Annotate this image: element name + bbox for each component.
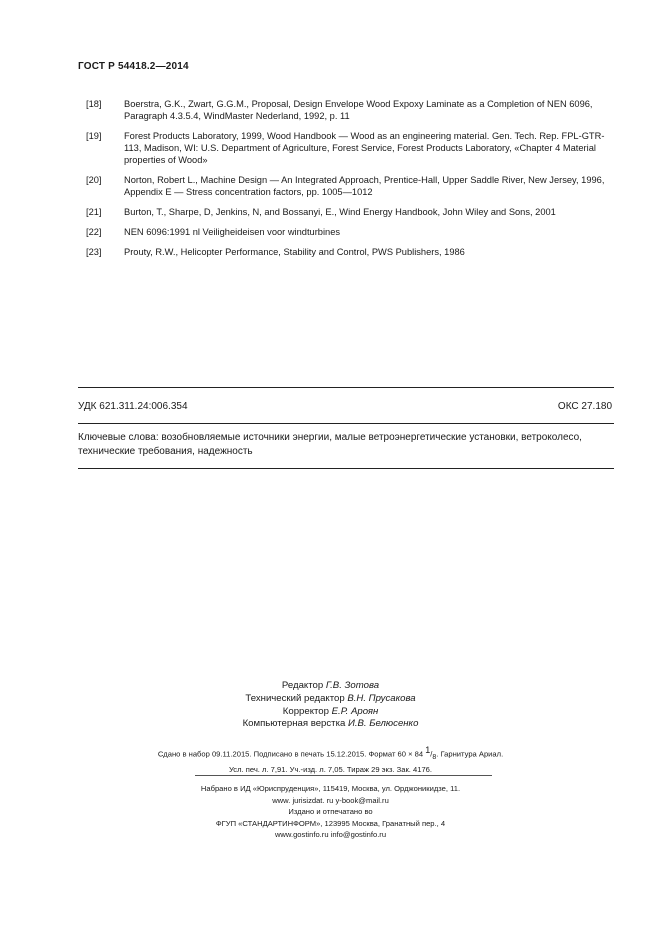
reference-item <box>86 206 610 218</box>
credit-line <box>0 706 661 719</box>
format-numerator: 1 <box>425 745 431 755</box>
credit-line <box>0 680 661 693</box>
document-header: ГОСТ Р 54418.2—2014 <box>78 61 189 72</box>
reference-text: Prouty, R.W., Helicopter Performance, Stability and Control, PWS Publishers, 1986 <box>124 246 465 257</box>
print-imprint <box>0 744 661 777</box>
publisher-contacts: www.gostinfo.ru info@gostinfo.ru <box>274 830 387 840</box>
reference-item <box>86 130 610 167</box>
middle-divider <box>78 423 614 424</box>
reference-number: [19] <box>86 131 102 141</box>
publisher-block <box>0 783 661 841</box>
imprint-dates-format: Сдано в набор 09.11.2015. Подписано в печать 15.12.2015. Формат 60 × 84 <box>157 749 424 759</box>
publisher-contacts: www. jurisizdat. ru y-book@mail.ru <box>272 795 389 805</box>
reference-item <box>86 174 610 198</box>
reference-text: NEN 6096:1991 nl Veiligheideisen voor windturbines <box>124 227 341 237</box>
credit-line <box>0 718 661 731</box>
credit-name: Г.В. Зотова <box>325 680 380 691</box>
reference-text: Norton, Robert L., Machine Design — An Integrated Approach, Prentice-Hall, Upper Saddle River, New Jersey, 1996, Appendix E — Stress concentration factors, pp. 1005—1012 <box>124 175 605 198</box>
bottom-divider <box>78 468 614 469</box>
top-divider <box>78 387 614 388</box>
credit-role: Технический редактор <box>245 692 345 704</box>
credit-line <box>0 693 661 706</box>
credit-name: И.В. Белюсенко <box>348 718 419 730</box>
reference-number: [20] <box>86 175 102 186</box>
publisher-line: ФГУП «СТАНДАРТИНФОРМ», 123995 Москва, Гранатный пер., 4 <box>215 818 446 828</box>
format-denominator: 8 <box>432 754 437 762</box>
reference-number: [22] <box>86 227 102 237</box>
reference-item <box>86 226 610 238</box>
credit-name: В.Н. Прусакова <box>347 692 416 704</box>
imprint-line-1: Сдано в набор 09.11.2015. Подписано в печать 15.12.2015. Формат 60 × 84 $^1/_8$. Гарнитура Ариал. <box>157 745 504 762</box>
reference-number: [18] <box>86 99 102 109</box>
udk-code: УДК 621.311.24:006.354 <box>78 401 188 412</box>
credit-role: Редактор <box>281 680 324 691</box>
publisher-line: Набрано в ИД «Юриспруденция», 115419, Москва, ул. Орджоникидзе, 11. <box>200 784 461 793</box>
publisher-line: Издано и отпечатано во <box>288 807 373 817</box>
reference-text: Boerstra, G.K., Zwart, G.G.M., Proposal, Design Envelope Wood Expoxy Laminate as a Completion of NEN 6096, Paragraph 4.3.5.4, WindMaster Nederland, 1992, p. 11 <box>124 99 593 122</box>
reference-text: Forest Products Laboratory, 1999, Wood Handbook — Wood as an engineering material. Gen. Tech. Rep. FPL-GTR-113, Madison, WI: U.S. Department of Agriculture, Forest Service, Forest Products Laboratory, «Chapter 4 Material properties of Wood» <box>124 131 605 166</box>
reference-item <box>86 98 610 122</box>
reference-number: [23] <box>86 246 102 257</box>
reference-item <box>86 246 610 258</box>
reference-text: Burton, T., Sharpe, D, Jenkins, N, and Bossanyi, E., Wind Energy Handbook, John Wiley and Sons, 2001 <box>124 207 556 218</box>
reference-list <box>86 98 610 266</box>
reference-number: [21] <box>86 207 102 218</box>
credits-block <box>0 680 661 731</box>
credit-role: Корректор <box>282 705 329 717</box>
imprint-divider <box>195 775 492 776</box>
imprint-line-2: Усл. печ. л. 7,91. Уч.-изд. л. 7,05. Тираж 29 экз. Зак. 4176. <box>228 765 433 775</box>
oks-code: ОКС 27.180 <box>557 401 612 412</box>
credit-name: Е.Р. Ароян <box>331 705 379 717</box>
imprint-typeface: . Гарнитура Ариал. <box>436 749 504 759</box>
credit-role: Компьютерная верстка <box>242 718 346 730</box>
keywords: Ключевые слова: возобновляемые источники энергии, малые ветроэнергетические установки, ветроколесо, технические требования, надежность <box>78 432 582 457</box>
